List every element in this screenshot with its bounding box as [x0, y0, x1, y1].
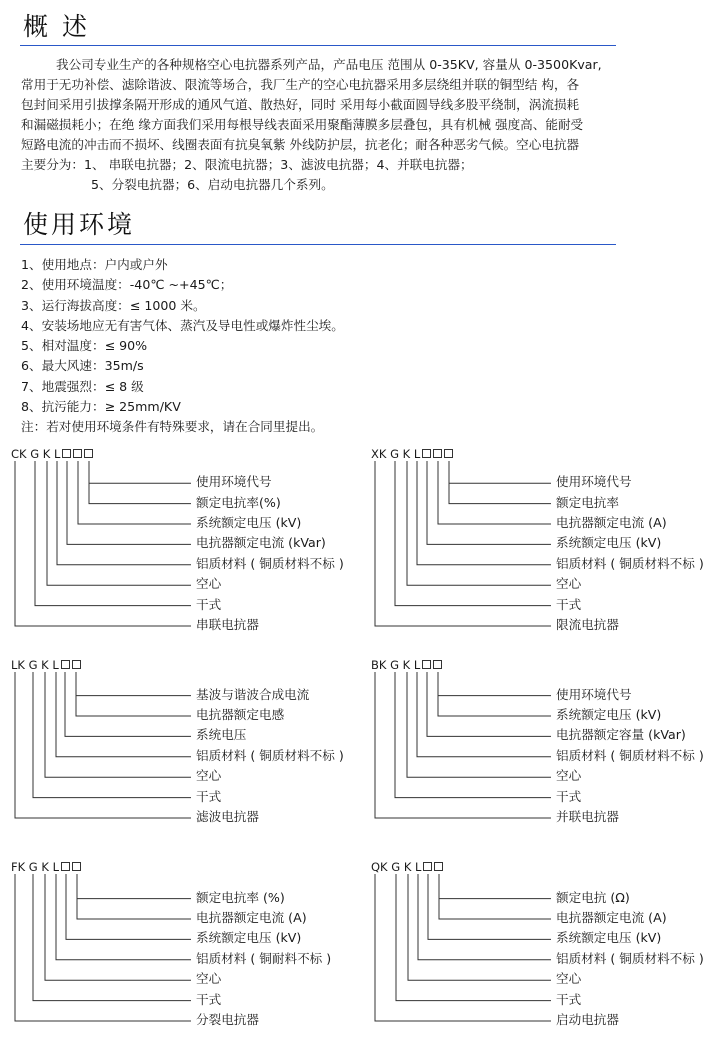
designation-leader-line: [76, 672, 191, 716]
designation-label: 干式: [196, 596, 222, 612]
designation-label: 干式: [196, 788, 222, 804]
code-letter: L: [48, 860, 59, 874]
paragraph-line: 包封间采用引拔撑条隔开形成的通风气道、散热好，同时 采用每小截面圆导线多股平绕制，涡流损耗: [21, 97, 580, 112]
code-placeholder-box: [73, 449, 82, 458]
code-letter: G: [24, 658, 38, 672]
designation-label: 空心: [196, 768, 222, 784]
code-letter: L: [48, 658, 59, 672]
designation-label: 额定电抗率 (%): [196, 889, 285, 905]
designation-leader-line: [375, 672, 551, 818]
list-item: 6、最大风速：35m/s: [21, 358, 144, 374]
designation-leader-line: [35, 461, 191, 606]
code-placeholder-box: [423, 862, 432, 871]
model-code: [371, 447, 453, 461]
designation-label: 并联电抗器: [556, 809, 619, 824]
designation-label: 系统额定电压 (kV): [556, 707, 662, 722]
designation-label: 额定电抗率: [556, 494, 619, 510]
designation-label: 干式: [556, 991, 582, 1007]
code-letter: L: [410, 447, 421, 461]
designation-leader-line: [65, 672, 191, 736]
designation-leader-line: [438, 672, 551, 696]
designation-label: 电抗器额定电流 (A): [556, 910, 667, 925]
designation-leader-line: [428, 874, 551, 939]
designation-label: 铝质材料 ( 铜质材料不标 ): [556, 747, 704, 763]
code-letter: G: [387, 860, 401, 874]
model-code: [371, 658, 442, 672]
designation-label: 额定电抗率(%): [196, 494, 281, 510]
model-code: [11, 860, 81, 874]
model-code: [371, 860, 443, 874]
paragraph-line: 5、分裂电抗器；6、启动电抗器几个系列。: [91, 177, 334, 192]
code-letter: G: [26, 447, 40, 461]
designation-label: 空心: [556, 576, 582, 592]
designation-label: 使用环境代号: [196, 474, 272, 490]
designation-leader-line: [427, 461, 551, 544]
designation-leader-line: [438, 672, 551, 716]
overview-title: 概 述: [23, 12, 90, 41]
designation-leader-line: [77, 874, 191, 899]
designation-leader-line: [15, 874, 191, 1021]
designation-leader-line: [77, 874, 191, 919]
code-letter: G: [25, 860, 38, 874]
designation-leader-line: [395, 672, 551, 798]
designation-leader-line: [449, 461, 551, 504]
designation-leader-line: [418, 874, 551, 960]
paragraph-line: 常用于无功补偿、滤除谐波、限流等场合，我厂生产的空心电抗器采用多层绕组并联的铜型结 构，各: [21, 77, 580, 92]
designation-label: 电抗器额定电感: [196, 707, 285, 722]
code-placeholder-box: [444, 449, 453, 458]
environment-title: 使用环境: [23, 210, 136, 239]
designation-label: 系统额定电压 (kV): [196, 515, 302, 530]
designation-leader-line: [396, 874, 551, 1001]
designation-label: 系统额定电压 (kV): [556, 535, 662, 551]
code-placeholder-box: [72, 660, 81, 669]
designation-label: 基波与谐波合成电流: [196, 686, 310, 702]
designation-label: 干式: [556, 788, 582, 804]
code-letter: G: [386, 658, 400, 672]
code-placeholder-box: [422, 449, 431, 458]
designation-leader-line: [438, 461, 551, 524]
code-letter: K: [399, 447, 411, 461]
designation-leader-line: [89, 461, 191, 504]
designation-label: 电抗器额定电流 (A): [196, 910, 307, 925]
designation-label: 电抗器额定电流 (A): [556, 515, 667, 530]
designation-leader-line: [449, 461, 551, 483]
designation-leader-line: [78, 461, 191, 524]
designation-leader-line: [427, 672, 551, 736]
code-letters: XK: [371, 447, 387, 461]
designation-label: 分裂电抗器: [196, 1012, 259, 1027]
code-letter: K: [37, 860, 49, 874]
designation-leader-line: [408, 874, 551, 980]
paragraph-line: 主要分为：1、 串联电抗器；2、限流电抗器；3、滤波电抗器；4、并联电抗器；: [21, 157, 473, 172]
designation-label: 系统电压: [196, 727, 247, 743]
list-item: 4、安装场地应无有害气体、蒸汽及导电性或爆炸性尘埃。: [21, 317, 344, 333]
designation-label: 使用环境代号: [556, 474, 632, 490]
model-code: [11, 658, 81, 672]
designation-label: 系统额定电压 (kV): [556, 930, 662, 946]
list-item: 8、抗污能力：≥ 25mm/KV: [21, 399, 181, 415]
designation-label: 系统额定电压 (kV): [196, 930, 302, 946]
designation-leader-line: [407, 672, 551, 777]
designation-label: 使用环境代号: [556, 686, 632, 702]
designation-label: 铝质材料 ( 铜质材料不标 ): [196, 555, 344, 571]
paragraph-line: 我公司专业生产的各种规格空心电抗器系列产品，产品电压 范围从 0-35KV, 容量从 0-3500Kvar,: [56, 57, 602, 72]
code-letter: K: [37, 658, 49, 672]
designation-label: 滤波电抗器: [196, 809, 259, 824]
code-placeholder-box: [62, 449, 71, 458]
designation-label: 干式: [556, 596, 582, 612]
code-placeholder-box: [434, 862, 443, 871]
code-letters: CK: [11, 447, 27, 461]
code-letter: K: [400, 860, 412, 874]
code-placeholder-box: [433, 660, 442, 669]
list-item: 3、运行海拔高度：≤ 1000 米。: [21, 297, 206, 313]
designation-label: 铝质材料 ( 铜质材料不标 ): [556, 555, 704, 571]
code-letter: G: [386, 447, 399, 461]
designation-leader-line: [57, 461, 191, 565]
code-letters: QK: [371, 860, 388, 874]
designation-label: 启动电抗器: [556, 1012, 619, 1027]
designation-leader-line: [66, 874, 191, 939]
code-placeholder-box: [433, 449, 442, 458]
designation-leader-line: [47, 461, 191, 585]
code-letters: LK: [11, 658, 25, 672]
designation-label: 铝质材料 ( 铜质材料不标 ): [196, 747, 344, 763]
designation-leader-line: [417, 672, 551, 757]
designation-label: 空心: [196, 971, 222, 987]
designation-leader-line: [33, 672, 191, 798]
designation-leader-line: [56, 874, 191, 960]
designation-label: 铝质材料 ( 铜耐料不标 ): [196, 950, 332, 966]
designation-leader-line: [395, 461, 551, 606]
list-item: 注：若对使用环境条件有特殊要求，请在合同里提出。: [21, 419, 324, 435]
designation-label: 空心: [556, 971, 582, 987]
code-letter: K: [39, 447, 51, 461]
designation-label: 限流电抗器: [556, 617, 619, 632]
code-placeholder-box: [72, 862, 81, 871]
designation-leader-line: [439, 874, 551, 919]
list-item: 2、使用环境温度：-40℃ ~+45℃；: [21, 277, 233, 293]
designation-leader-line: [407, 461, 551, 585]
code-letters: FK: [11, 860, 26, 874]
code-letter: L: [411, 860, 422, 874]
paragraph-line: 短路电流的冲击而不损坏、线圈表面有抗臭氧紫 外线防护层，抗老化；耐各种恶劣气候。空心电抗器: [21, 137, 580, 152]
designation-leader-line: [67, 461, 191, 544]
designation-leader-line: [33, 874, 191, 1001]
designation-label: 电抗器额定容量 (kVar): [556, 727, 686, 743]
designation-leader-line: [89, 461, 191, 483]
code-placeholder-box: [61, 862, 70, 871]
code-letter: L: [50, 447, 61, 461]
designation-leader-line: [375, 874, 551, 1021]
designation-leader-line: [15, 461, 191, 626]
designation-leader-line: [375, 461, 551, 626]
designation-leader-line: [417, 461, 551, 565]
designation-leader-line: [45, 672, 191, 777]
designation-leader-line: [45, 874, 191, 980]
designation-leader-line: [439, 874, 551, 899]
paragraph-line: 和漏磁损耗小；在绝 缘方面我们采用每根导线表面采用聚酯薄膜多层叠包，具有机械 强度高、能耐受: [21, 117, 584, 132]
designation-label: 串联电抗器: [196, 617, 259, 632]
code-placeholder-box: [84, 449, 93, 458]
code-placeholder-box: [422, 660, 431, 669]
list-item: 7、地震强烈：≤ 8 级: [21, 378, 144, 394]
list-item: 1、使用地点：户内或户外: [21, 257, 168, 272]
code-letter: L: [410, 658, 421, 672]
designation-label: 干式: [196, 991, 222, 1007]
model-code: [11, 447, 93, 461]
designation-label: 电抗器额定电流 (kVar): [196, 535, 326, 551]
designation-label: 空心: [556, 768, 582, 784]
list-item: 5、相对温度：≤ 90%: [21, 338, 148, 354]
code-letter: K: [399, 658, 411, 672]
designation-leader-line: [76, 672, 191, 696]
designation-label: 额定电抗 (Ω): [556, 889, 630, 905]
designation-label: 铝质材料 ( 铜质材料不标 ): [556, 950, 704, 966]
code-placeholder-box: [61, 660, 70, 669]
designation-leader-line: [15, 672, 191, 818]
code-letters: BK: [371, 658, 387, 672]
designation-label: 空心: [196, 576, 222, 592]
